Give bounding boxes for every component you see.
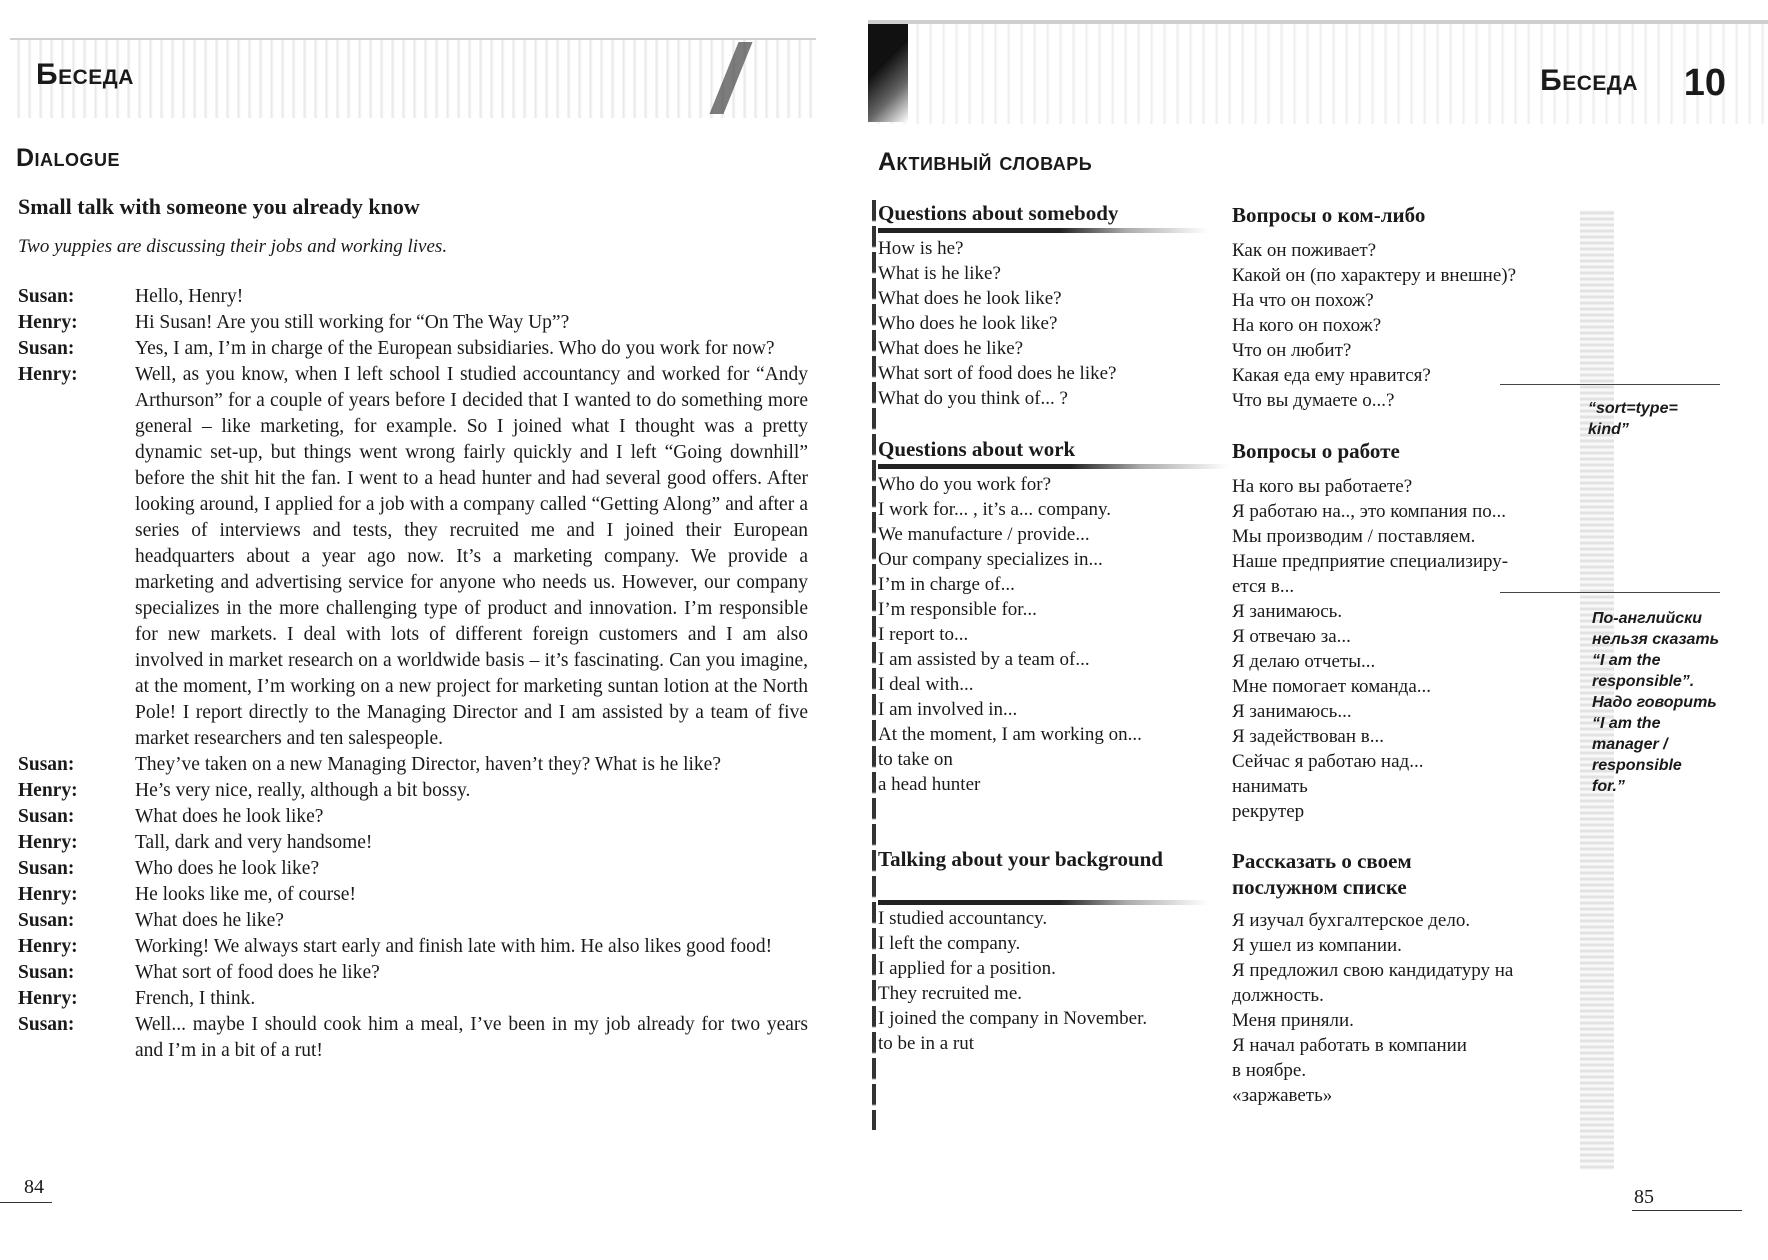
dialogue-line (18, 778, 808, 804)
phrase-ru: Я работаю на.., это компания по... (1232, 501, 1507, 522)
speaker: Susan: (18, 858, 75, 879)
phrase-ru: Что вы думаете о...? (1232, 390, 1395, 411)
phrase-list-en (878, 236, 1218, 411)
header-decoration (868, 24, 908, 122)
dialogue-line (18, 830, 808, 856)
phrase-ru: «заржаветь» (1232, 1085, 1333, 1106)
line-text: Tall, dark and very handsome! (135, 832, 373, 853)
running-header: Беседа (1540, 64, 1638, 97)
group-title-en: Talking about your background (878, 847, 1163, 871)
dialogue-line (18, 856, 808, 882)
speaker: Susan: (18, 910, 75, 931)
note-divider (1500, 384, 1720, 385)
dialogue-line (18, 960, 808, 986)
phrase-ru: Я занимаюсь... (1232, 701, 1352, 722)
dialogue-line (18, 362, 808, 752)
line-text: What sort of food does he like? (135, 962, 380, 983)
phrase-en: to take on (878, 749, 953, 770)
line-text: French, I think. (135, 988, 256, 1009)
speaker: Susan: (18, 286, 75, 307)
speaker: Henry: (18, 780, 78, 801)
phrase-en: to be in a rut (878, 1033, 975, 1054)
dialogue (18, 284, 808, 1064)
side-note: “sort=type= kind” (1588, 400, 1678, 438)
dialogue-line (18, 804, 808, 830)
line-text: Who does he look like? (135, 858, 320, 879)
phrase-ru: Я отвечаю за... (1232, 626, 1351, 647)
group-rule (878, 228, 1208, 233)
group-rule (878, 464, 1228, 469)
phrase-ru: Я изучал бухгалтерское дело. (1232, 910, 1471, 931)
phrase-en: I joined the company in November. (878, 1008, 1148, 1029)
line-text: Working! We always start early and finish late with him. He also likes good food! (135, 936, 773, 957)
group-title-ru: Вопросы о работе (1232, 439, 1400, 463)
phrase-ru: На что он похож? (1232, 290, 1374, 311)
phrase-en: I am assisted by a team of... (878, 649, 1090, 670)
chapter-number: 10 (1683, 62, 1726, 104)
dialogue-line (18, 284, 808, 310)
line-text: Hello, Henry! (135, 286, 244, 307)
dialogue-line (18, 1012, 808, 1064)
phrase-en: I applied for a position. (878, 958, 1056, 979)
phrase-ru: Мне помогает команда... (1232, 676, 1432, 697)
phrase-en: They recruited me. (878, 983, 1023, 1004)
phrase-en: What does he look like? (878, 288, 1062, 309)
speaker: Susan: (18, 962, 75, 983)
phrase-ru: На кого вы работаете? (1232, 476, 1413, 497)
phrase-ru: На кого он похож? (1232, 315, 1382, 336)
phrase-ru: нанимать (1232, 776, 1308, 797)
phrase-en: I work for... , it’s a... company. (878, 499, 1112, 520)
speaker: Susan: (18, 1014, 75, 1035)
speaker: Henry: (18, 884, 78, 905)
side-note: По-английски нельзя сказать “I am the responsible”. Надо говорить “I am the manager / responsible for.” (1592, 610, 1720, 795)
speaker: Susan: (18, 338, 75, 359)
line-text: What does he like? (135, 910, 284, 931)
phrase-en: We manufacture / provide... (878, 524, 1090, 545)
dialogue-line (18, 934, 808, 960)
margin-bar (872, 200, 876, 1130)
phrase-ru: Наше предприятие специализиру- ется в... (1232, 551, 1509, 597)
phrase-en: Who do you work for? (878, 474, 1052, 495)
phrase-en: I report to... (878, 624, 969, 645)
phrase-en: Our company specializes in... (878, 549, 1103, 570)
phrase-en: a head hunter (878, 774, 981, 795)
speaker: Henry: (18, 936, 78, 957)
dialogue-line (18, 336, 808, 362)
phrase-en: At the moment, I am working on... (878, 724, 1142, 745)
dialogue-line (18, 752, 808, 778)
phrase-ru: Я начал работать в компании (1232, 1035, 1467, 1056)
speaker: Susan: (18, 754, 75, 775)
dialogue-line (18, 908, 808, 934)
section-title: Dialogue (16, 144, 121, 172)
line-text: What does he look like? (135, 806, 324, 827)
running-header: Беседа (36, 58, 134, 91)
left-page (0, 0, 860, 1260)
dialogue-line (18, 882, 808, 908)
phrase-ru: Что он любит? (1232, 340, 1352, 361)
phrase-ru: Сейчас я работаю над... (1232, 751, 1424, 772)
phrase-en: What is he like? (878, 263, 1001, 284)
phrase-ru: Я ушел из компании. (1232, 935, 1402, 956)
speaker: Henry: (18, 312, 78, 333)
phrase-en: How is he? (878, 238, 964, 259)
phrase-en: I left the company. (878, 933, 1021, 954)
phrase-en: I studied accountancy. (878, 908, 1048, 929)
phrase-ru: Какая еда ему нравится? (1232, 365, 1431, 386)
phrase-list-ru (1232, 474, 1577, 824)
phrase-ru: Мы производим / поставляем. (1232, 526, 1476, 547)
phrase-ru: Меня приняли. (1232, 1010, 1354, 1031)
phrase-ru: Как он поживает? (1232, 240, 1377, 261)
note-divider (1500, 592, 1720, 593)
phrase-ru: Я делаю отчеты... (1232, 651, 1376, 672)
phrase-ru: должность. (1232, 985, 1324, 1006)
line-text: Well, as you know, when I left school I studied accountancy and worked for “Andy Arthurson” for a couple of years before I decided that I wanted to do something more general – like marketing, for example. So I joined what I thought was a pretty dynamic set-up, but things went wrong fairly quickly and I left “Going downhill” before the shit hit the fan. I went to a head hunter and had several good offers. After looking around, I applied for a job with a company called “Getting Along” and after a series of interviews and tests, they recruited me and I joined their European headquarters about a year ago now. It’s a marketing company. We provide a marketing and advertising service for anyone who needs us. However, our company specializes in the more challenging type of product and innovation. I’m responsible for new markets. I deal with lots of different foreign customers and I am also involved in market research on a worldwide basis – it’s fascinating. Can you imagine, at the moment, I’m working on a new project for marketing suntan lotion at the North Pole! I report directly to the Managing Director and I am assisted by a team of five market researchers and ten salespeople. (135, 364, 808, 749)
phrase-ru: Я предложил свою кандидатуру на (1232, 960, 1514, 981)
page-number: 85 (1634, 1186, 1654, 1208)
line-text: He’s very nice, really, although a bit bossy. (135, 780, 471, 801)
phrase-en: What sort of food does he like? (878, 363, 1117, 384)
phrase-en: I’m in charge of... (878, 574, 1015, 595)
phrase-ru: Я занимаюсь. (1232, 601, 1343, 622)
phrase-en: Who does he look like? (878, 313, 1058, 334)
phrase-list-ru (1232, 238, 1572, 413)
dialogue-intro: Two yuppies are discussing their jobs and working lives. (18, 236, 448, 257)
phrase-en: I am involved in... (878, 699, 1018, 720)
phrase-en: I deal with... (878, 674, 974, 695)
page-number: 84 (24, 1176, 44, 1198)
speaker: Henry: (18, 988, 78, 1009)
line-text: He looks like me, of course! (135, 884, 356, 905)
group-title-en: Questions about work (878, 437, 1076, 461)
line-text: Yes, I am, I’m in charge of the European subsidiaries. Who do you work for now? (135, 338, 775, 359)
dialogue-line (18, 310, 808, 336)
speaker: Henry: (18, 364, 78, 385)
phrase-ru: Какой он (по характеру и внешне)? (1232, 265, 1517, 286)
dialogue-subtitle: Small talk with someone you already know (18, 194, 420, 219)
group-title-ru: Рассказать о своем послужном списке (1232, 849, 1412, 899)
page-number-rule (1632, 1210, 1742, 1211)
section-title: Активный словарь (878, 148, 1093, 176)
page-number-rule (0, 1202, 52, 1203)
phrase-en: I’m responsible for... (878, 599, 1037, 620)
speaker: Henry: (18, 832, 78, 853)
phrase-ru: рекрутер (1232, 801, 1305, 822)
group-title-en: Questions about somebody (878, 201, 1119, 225)
phrase-en: What does he like? (878, 338, 1024, 359)
phrase-list-en (878, 472, 1218, 797)
group-title-ru: Вопросы о ком-либо (1232, 203, 1426, 227)
line-text: Hi Susan! Are you still working for “On The Way Up”? (135, 312, 570, 333)
right-page (860, 0, 1768, 1260)
dialogue-line (18, 986, 808, 1012)
line-text: They’ve taken on a new Managing Director, haven’t they? What is he like? (135, 754, 721, 775)
line-text: Well... maybe I should cook him a meal, I’ve been in my job already for two years and I’m in a bit of a rut! (135, 1014, 808, 1061)
speaker: Susan: (18, 806, 75, 827)
phrase-list-ru (1232, 908, 1577, 1108)
phrase-ru: в ноябре. (1232, 1060, 1307, 1081)
phrase-en: What do you think of... ? (878, 388, 1068, 409)
phrase-list-en (878, 906, 1218, 1056)
phrase-ru: Я задействован в... (1232, 726, 1384, 747)
group-rule (878, 900, 1208, 905)
